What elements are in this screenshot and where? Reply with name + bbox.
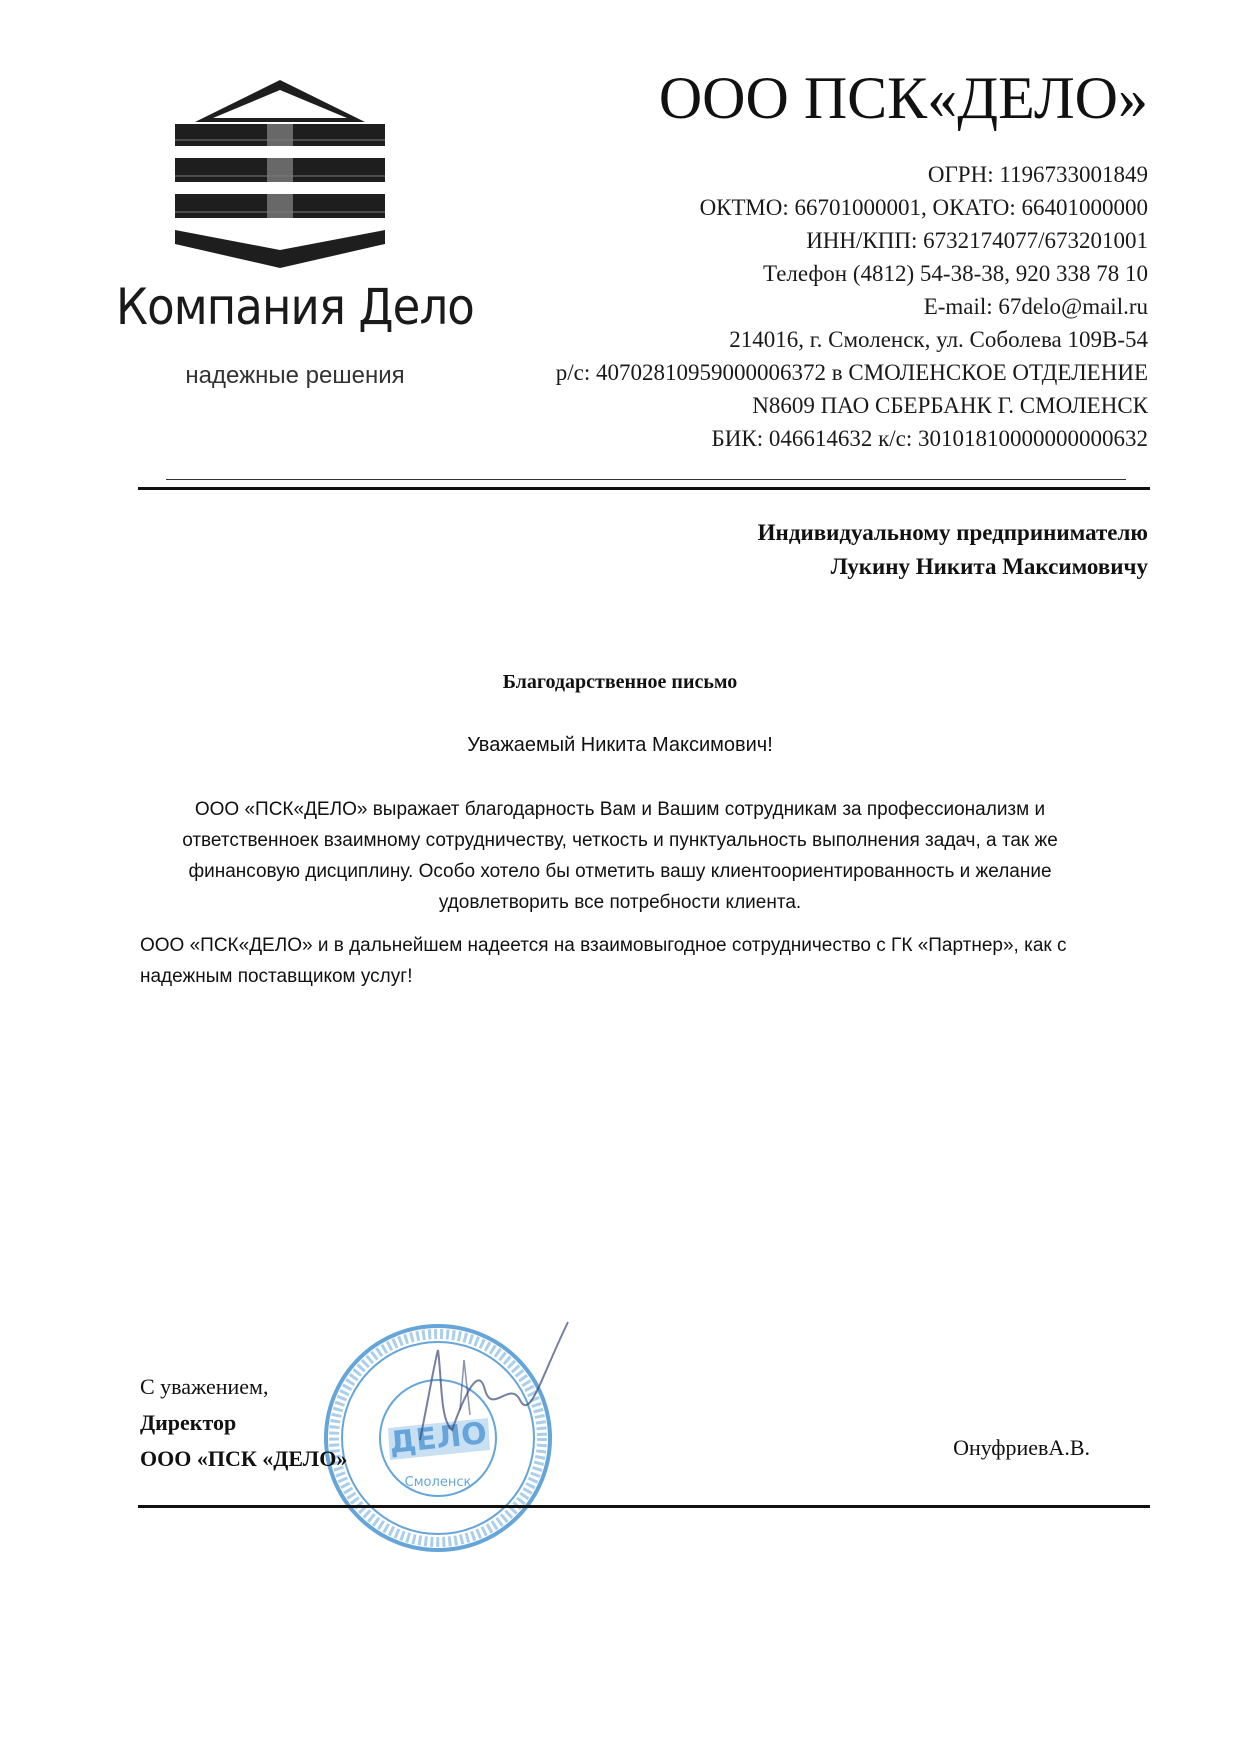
company-requisites	[448, 158, 1148, 455]
seal-city-text: Смоленск	[404, 1475, 472, 1490]
letter-title: Благодарственное письмо	[502, 671, 738, 693]
requisite-bank: N8609 ПАО СБЕРБАНК Г. СМОЛЕНСК	[752, 393, 1148, 418]
header-divider-thin	[166, 479, 1126, 480]
requisite-email: E-mail: 67delo@mail.ru	[923, 294, 1148, 319]
addressee	[758, 516, 1148, 584]
header-divider	[138, 487, 1150, 490]
addressee-title: Индивидуальному предпринимателю	[757, 520, 1148, 545]
letter-greeting: Уважаемый Никита Максимович!	[467, 734, 773, 756]
requisite-oktmo: ОКТМО: 66701000001, ОКАТО: 66401000000	[699, 195, 1148, 220]
director-signature-icon	[400, 1320, 570, 1460]
signer-position: Директор	[140, 1410, 237, 1435]
requisite-phone: Телефон (4812) 54-38-38, 920 338 78 10	[763, 261, 1148, 286]
signer-company: ООО «ПСК «ДЕЛО»	[140, 1446, 348, 1471]
signer-name: ОнуфриевА.В.	[953, 1435, 1090, 1460]
seal-center-text: ДЕЛО	[387, 1415, 489, 1462]
requisite-account: р/с: 40702810959000006372 в СМОЛЕНСКОЕ ОТДЕЛЕНИЕ	[555, 360, 1148, 385]
company-name: ООО ПСК«ДЕЛО»	[658, 65, 1148, 131]
requisite-inn: ИНН/КПП: 6732174077/673201001	[806, 228, 1148, 253]
addressee-name: Лукину Никита Максимовичу	[830, 554, 1148, 579]
logo-tagline: надежные решения	[185, 362, 405, 389]
letter-paragraph-2: ООО «ПСК«ДЕЛО» и в дальнейшем надеется на взаимовыгодное сотрудничество с ГК «Партнер», как с надежным поставщиком услуг!	[140, 935, 1067, 987]
requisite-bik: БИК: 046614632 к/с: 30101810000000000632	[711, 426, 1148, 451]
footer-divider	[138, 1505, 1150, 1508]
signature-block	[140, 1369, 347, 1477]
logo-name: Компания Дело	[116, 278, 474, 336]
letter-paragraph-1: ООО «ПСК«ДЕЛО» выражает благодарность Вам и Вашим сотрудникам за профессионализм и ответственноек взаимному сотрудничеству, четкость и пунктуальность выполнения задач, а так же финансовую дисциплину. Особо хотело бы отметить вашу клиентоориентированность и желание удовлетворить все потребности клиента.	[182, 799, 1058, 913]
closing-phrase: С уважением,	[140, 1374, 269, 1399]
requisite-address: 214016, г. Смоленск, ул. Соболева 109В-54	[729, 327, 1148, 352]
company-logo-icon	[175, 80, 385, 285]
requisite-ogrn: ОГРН: 1196733001849	[927, 162, 1148, 187]
